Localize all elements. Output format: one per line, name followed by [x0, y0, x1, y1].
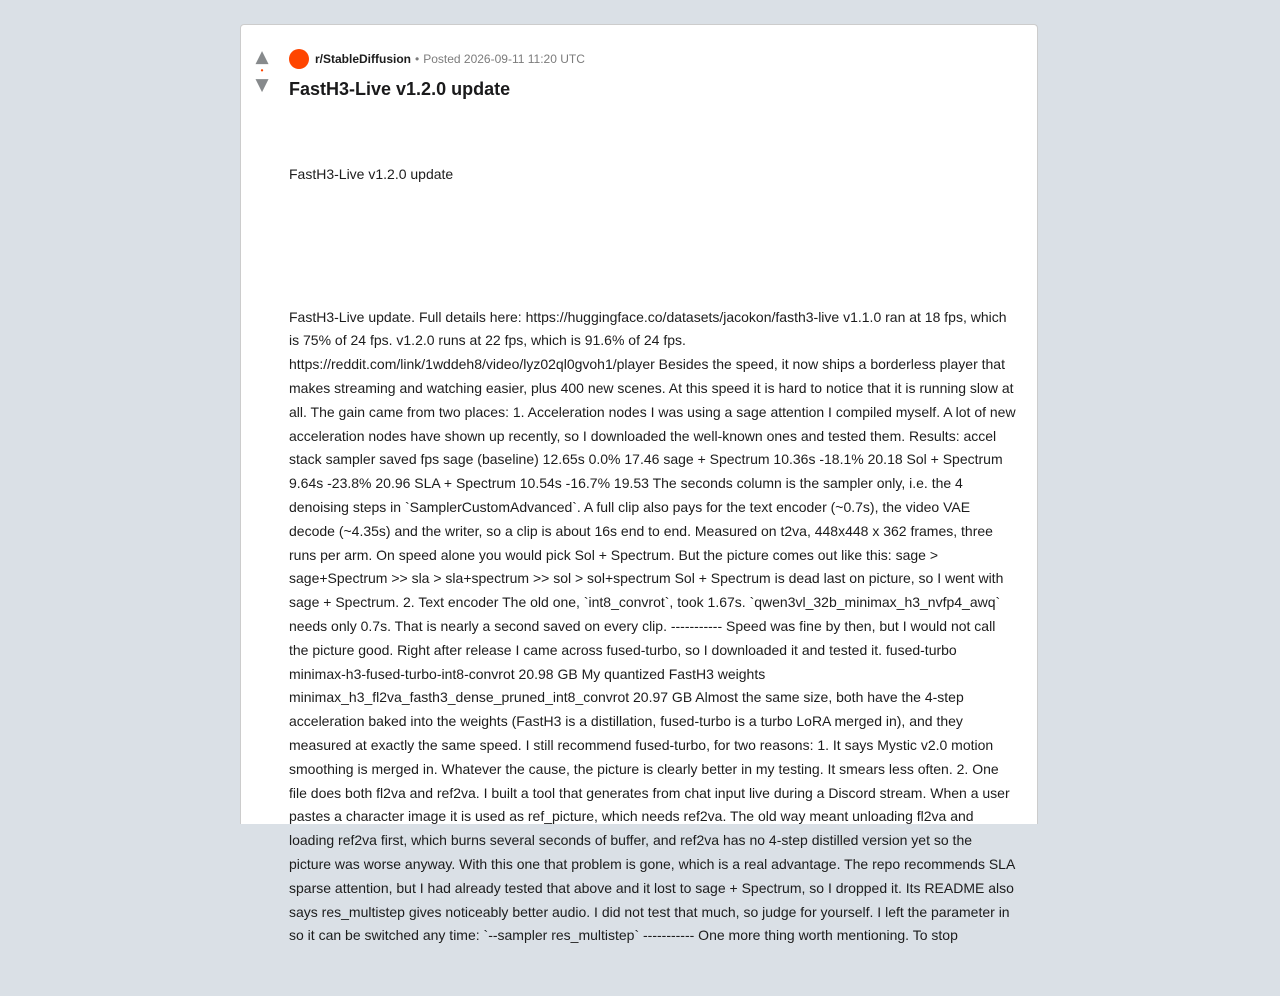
post-body-text: FastH3-Live update. Full details here: https://huggingface.co/datasets/jacokon/fasth3-live v1.1.0 ran at 18 fps, which is 75% of 24 fps. v1.2.0 runs at 22 fps, which is 91.6% of 24 fps. https://reddit.com/link/1wddeh8/video/lyz02ql0gvoh1/player Besides the speed, it now ships a borderless player that makes streaming and watching easier, plus 400 new scenes. At this speed it is hard to notice that it is running slow at all. The gain came from two places: 1. Acceleration nodes I was using a sage attention I compiled myself. A lot of new acceleration nodes have shown up recently, so I downloaded the well-known ones and tested them. Results: accel stack sampler saved fps sage (baseline) 12.65s 0.0% 17.46 sage + Spectrum 10.36s -18.1% 20.18 Sol + Spectrum 9.64s -23.8% 20.96 SLA + Spectrum 10.54s -16.7% 19.53 The seconds column is the sampler only, i.e. the 4 denoising steps in `SamplerCustomAdvanced`. A full clip also pays for the text encoder (~0.7s), the video VAE decode (~4.35s) and the writer, so a clip is about 16s end to end. Measured on t2va, 448x448 x 362 frames, three runs per arm. On speed alone you would pick Sol + Spectrum. But the picture comes out like this: sage > sage+Spectrum >> sla > sla+spectrum >> sol > sol+spectrum Sol + Spectrum is dead last on picture, so I went with sage + Spectrum. 2. Text encoder The old one, `int8_convrot`, took 1.67s. `qwen3vl_32b_minimax_h3_nvfp4_awq` needs only 0.7s. That is nearly a second saved on every clip. ----------- Speed was fine by then, but I would not call the picture good. Right after release I came across fused-turbo, so I downloaded it and tested it. fused-turbo minimax-h3-fused-turbo-int8-convrot 20.98 GB My quantized FastH3 weights minimax_h3_fl2va_fasth3_dense_pruned_int8_convrot 20.97 GB Almost the same size, both have the 4-step acceleration baked into the weights (FastH3 is a distillation, fused-turbo is a turbo LoRA merged in), and they measured at exactly the same speed. I still recommend fused-turbo, for two reasons: 1. It says Mystic v2.0 motion smoothing is merged in. Whatever the cause, the picture is clearly better in my testing. It smears less often. 2. One file does both fl2va and ref2va. I built a tool that generates from chat input live during a Discord stream. When a user pastes a character image it is used as ref_picture, which needs ref2va. The old way meant unloading fl2va and loading ref2va first, which burns several seconds of buffer, and ref2va has no 4-step distilled version yet so the picture was worse anyway. With this one that problem is gone, which is a real advantage. The repo recommends SLA sparse attention, but I had already tested that above and it lost to sage + Spectrum, so I dropped it. Its README also says res_multistep gives noticeably better audio. I did not test that much, so judge for yourself. I left the parameter in so it can be switched any time: `--sampler res_multistep` ----------- One more thing worth mentioning. To stop [289, 308, 1020, 944]
post-card [240, 24, 1038, 944]
post-title[interactable]: FastH3-Live v1.2.0 update [289, 79, 511, 99]
subreddit-avatar-icon[interactable] [289, 49, 309, 69]
subreddit-link[interactable]: r/StableDiffusion [315, 52, 412, 66]
upvote-arrow-icon[interactable]: ▲ [255, 47, 269, 67]
vote-column [251, 47, 273, 95]
meta-separator: • [415, 52, 420, 66]
post-body [289, 115, 1020, 996]
posted-timestamp: Posted 2026-09-11 11:20 UTC [423, 52, 585, 66]
post-meta [289, 49, 1017, 69]
vote-score: • [260, 66, 264, 75]
paragraph-spacer [289, 234, 1017, 258]
downvote-arrow-icon[interactable]: ▼ [255, 75, 269, 95]
post-content [289, 49, 1020, 996]
post-body-heading: FastH3-Live v1.2.0 update [289, 165, 454, 182]
